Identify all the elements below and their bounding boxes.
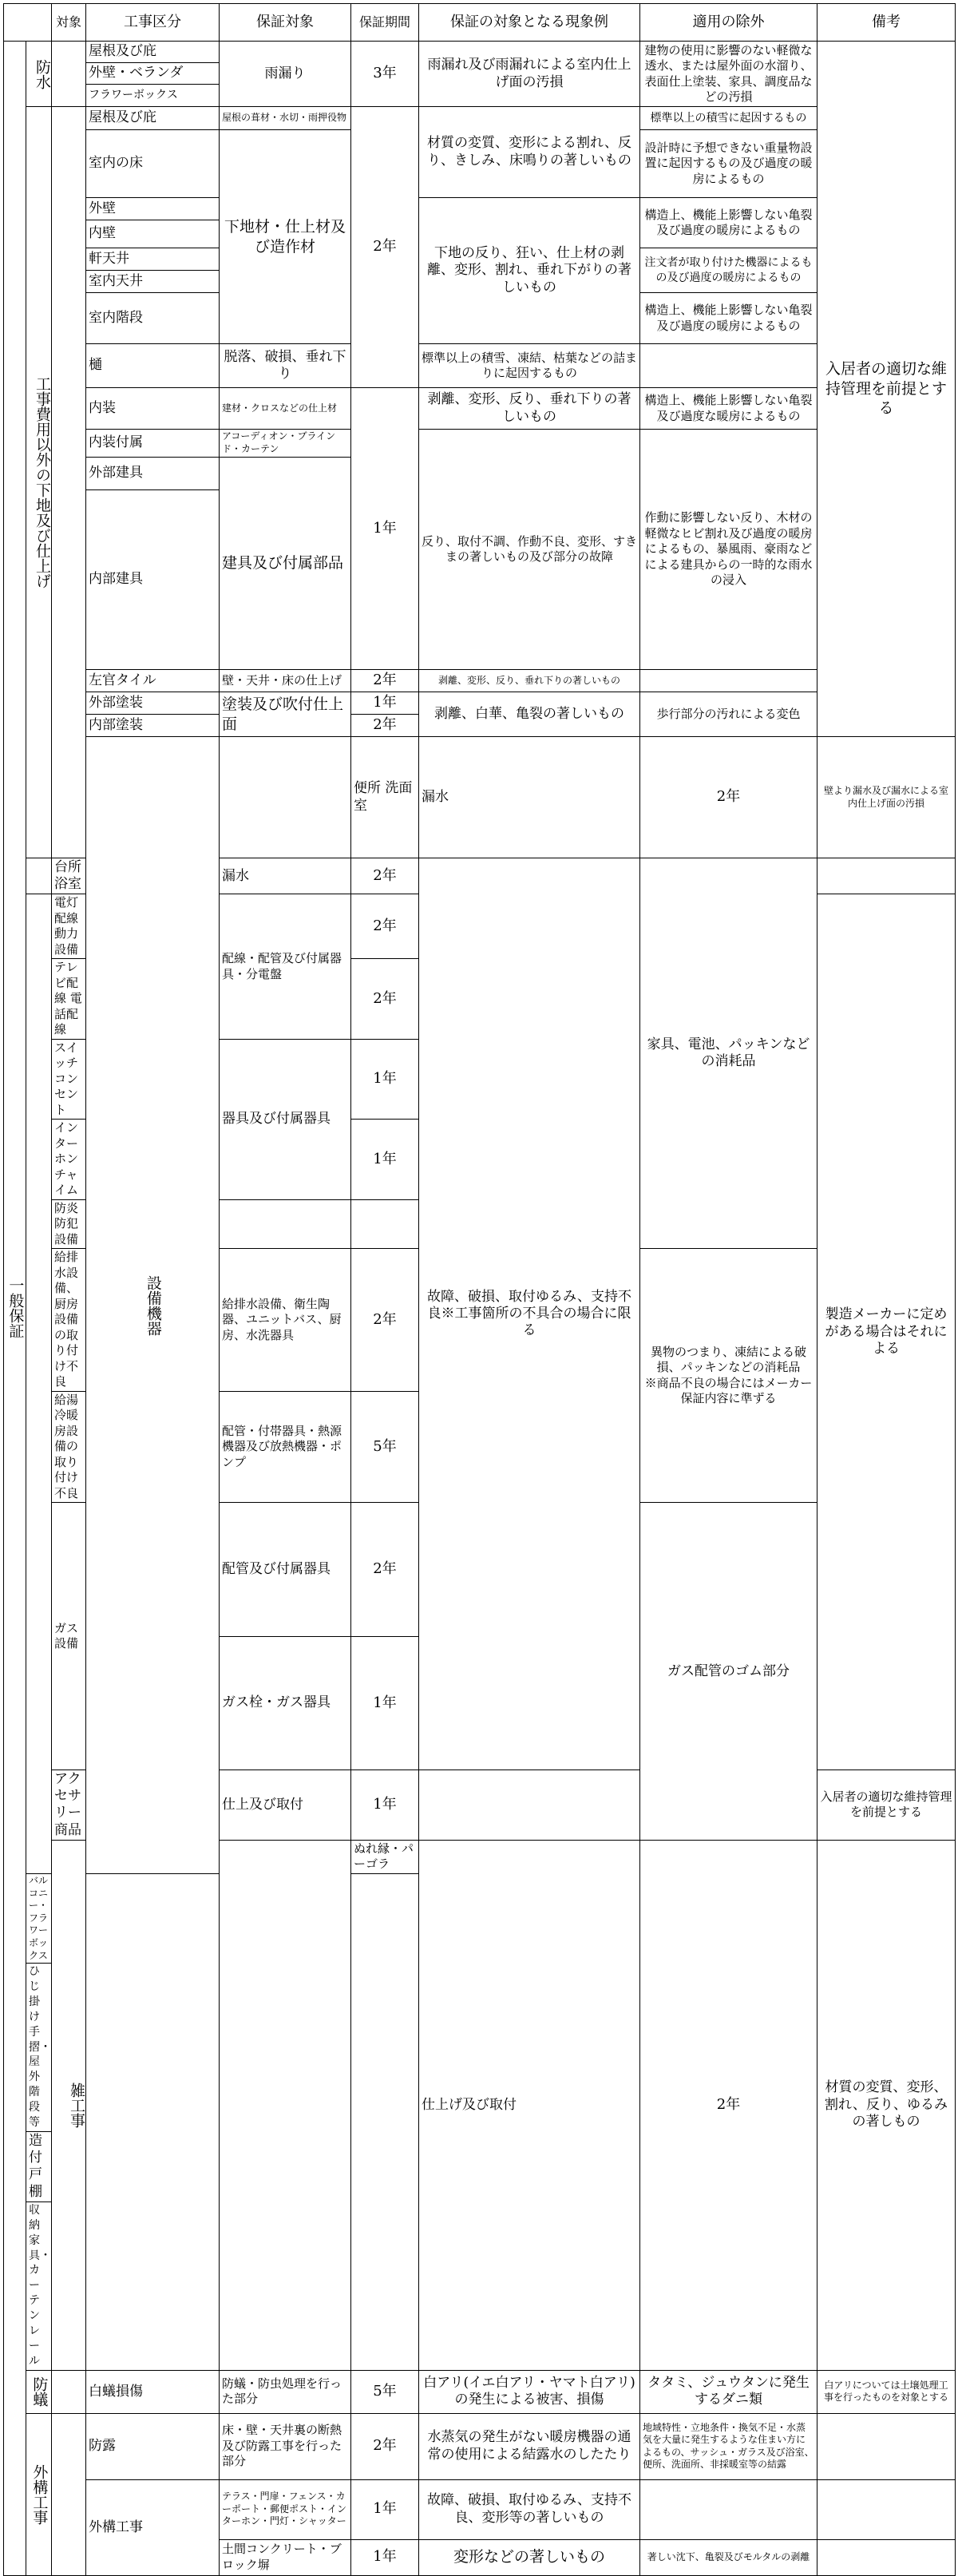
eq-plumbing-target: 給排水設備、衛生陶器、ユニットバス、厨房、水洗器具 <box>220 1249 351 1392</box>
ext-dew-remark-blank <box>817 2413 956 2479</box>
eq-toilet-period: 2年 <box>640 737 817 858</box>
rm-item-interior-fitting: 内部建具 <box>86 490 220 670</box>
rm-paint-period-ext: 1年 <box>351 692 419 715</box>
rm-interior-target: 建材・クロスなどの仕上材 <box>220 388 351 430</box>
rm-phenomenon-substrate: 下地の反り、狂い、仕上材の剥離、変形、割れ、垂れ下がりの著しいもの <box>419 198 640 344</box>
eq-lighting-period: 2年 <box>351 894 419 959</box>
termite-remark: 白アリについては土壌処理工事を行ったものを対象とする <box>817 2370 956 2413</box>
eq-hotwater-period: 5年 <box>351 1391 419 1503</box>
header-row <box>4 4 956 42</box>
eq-item-switch: スイッチ コンセント <box>52 1039 86 1120</box>
eq-gas-period-valve: 1年 <box>351 1636 419 1770</box>
eq-accessory-period: 1年 <box>351 1770 419 1840</box>
eq-fire-period-blank <box>351 1199 419 1249</box>
ext-exterior-period: 1年 <box>351 2479 419 2539</box>
rm-item-interior-wall: 内壁 <box>86 220 220 248</box>
rm-remark-maintenance: 入居者の適切な維持管理を前提とする <box>817 42 956 737</box>
misc-target: 仕上げ及び取付 <box>419 1840 640 2370</box>
ext-exterior-phenomenon: 故障、破損、取付ゆるみ、支持不良、変形等の著しいもの <box>419 2479 640 2539</box>
eq-item-fire: 防炎 防犯設備 <box>52 1199 86 1249</box>
misc-item-deck: ぬれ縁・パーゴラ <box>351 1840 419 1873</box>
ext-exterior-remark-blank <box>817 2479 956 2539</box>
wp-exclusion: 建物の使用に影響のない軽微な透水、または屋外面の水溜り、表面仕上塗装、家具、調度品などの汚損 <box>640 42 817 107</box>
rm-paint-exclusion: 歩行部分の汚れによる変色 <box>640 692 817 737</box>
eq-wiring-target: 配線・配管及び付属器具・分電盤 <box>220 894 351 1040</box>
eq-gas-target-valve: ガス栓・ガス器具 <box>220 1636 351 1770</box>
ext-dew-exclusion: 地域特性・立地条件・換気不足・水蒸気を大量に発生するような住まい方によるもの、サッシュ・ガラス及び浴室、便所、洗面所、非採暖室等の結露 <box>640 2413 817 2479</box>
warranty-table <box>3 3 956 2576</box>
eq-exclusion-foreign: 異物のつまり、凍結による破損、パッキンなどの消耗品 ※商品不良の場合にはメーカー保証内容に準ずる <box>640 1249 817 1503</box>
eq-kitchen-target: 漏水 <box>220 858 351 894</box>
header-work-category: 工事区分 <box>86 4 220 42</box>
header-warranty-period: 保証期間 <box>351 4 419 42</box>
eq-item-hotwater: 給湯 冷暖房設備の取り付け不良 <box>52 1391 86 1503</box>
rm-phenomenon-material: 材質の変質、変形による割れ、反り、きしみ、床鳴りの著しいもの <box>419 107 640 198</box>
termite-period: 5年 <box>351 2370 419 2413</box>
rm-item-exterior-wall: 外壁 <box>86 198 220 220</box>
header-target: 対象 <box>52 4 86 42</box>
rm-period-2y: 2年 <box>351 107 419 388</box>
eq-gas-period-pipe: 2年 <box>351 1503 419 1636</box>
ext-concrete-remark-blank <box>817 2539 956 2575</box>
misc-item-handrail: ひじ掛け手摺・屋外階段等 <box>26 1964 52 2132</box>
eq-toilet-phenomenon: 壁より漏水及び漏水による室内仕上げ面の汚損 <box>817 737 956 858</box>
wp-item-roof: 屋根及び庇 <box>86 42 220 63</box>
eq-device-target: 器具及び付属器具 <box>220 1039 351 1199</box>
rm-item-roof: 屋根及び庇 <box>86 107 220 130</box>
ext-dew-phenomenon: 水蒸気の発生がない暖房機器の通常の使用による結露水のしたたり <box>419 2413 640 2479</box>
rm-tile-exclusion-blank <box>640 670 817 692</box>
rm-item-exterior-paint: 外部塗装 <box>86 692 220 715</box>
rm-exclusion-client-device: 注文者が取り付けた機器によるもの及び過度の暖房によるもの <box>640 248 817 293</box>
eq-hotwater-target: 配管・付帯器具・熱源機器及び放熱機器・ポンプ <box>220 1391 351 1503</box>
rm-exclusion-crack2: 構造上、機能上影響しない亀裂及び過度の暖房によるもの <box>640 293 817 344</box>
eq-item-lighting: 電灯配線 動力設備 <box>52 894 86 959</box>
rm-item-room-ceiling: 室内天井 <box>86 271 220 293</box>
termite-target: 防蟻・防虫処理を行った部分 <box>220 2370 351 2413</box>
misc-item-curtain-rail: 収納家具・カーテンレール <box>26 2201 52 2370</box>
ext-item-exterior-work: 外構工事 <box>86 2479 220 2575</box>
rm-item-floor: 室内の床 <box>86 130 220 198</box>
rm-item-eaves-ceiling: 軒天井 <box>86 248 220 271</box>
eq-item-toilet: 便所 洗面室 <box>351 737 419 858</box>
eq-accessory-remark: 入居者の適切な維持管理を前提とする <box>817 1770 956 1840</box>
misc-target-blank <box>220 1840 351 2370</box>
eq-gas-exclusion: ガス配管のゴム部分 <box>640 1503 817 1841</box>
header-remarks: 備考 <box>817 4 956 42</box>
misc-item-balcony: バルコニー・フラワーボックス <box>26 1873 52 1963</box>
group-waterproof: 防水 <box>26 42 52 107</box>
rm-accessory-target: アコーディオン・ブラインド・カーテン <box>220 430 351 458</box>
group-exterior: 外構工事 <box>26 2413 52 2575</box>
rm-tile-phenomenon: 剥離、変形、反り、垂れ下りの著しいもの <box>419 670 640 692</box>
ext-target-blank <box>52 2413 86 2575</box>
eq-toilet-target: 漏水 <box>419 737 640 858</box>
eq-accessory-phenomenon-blank <box>419 1770 640 1840</box>
eq-tv-period: 2年 <box>351 959 419 1040</box>
rm-roof-target: 屋根の葺材・水切・雨押役物 <box>220 107 351 130</box>
eq-item-gas: ガス設備 <box>52 1503 86 1770</box>
ext-item-dew: 防露 <box>86 2413 220 2479</box>
eq-kitchen-period: 2年 <box>351 858 419 894</box>
rm-interior-exclusion: 構造上、機能上影響しない亀裂及び過度な暖房によるもの <box>640 388 817 430</box>
ext-dew-period: 2年 <box>351 2413 419 2479</box>
header-exclusions: 適用の除外 <box>640 4 817 42</box>
wp-item-flowerbox: フラワーボックス <box>86 85 220 107</box>
rm-exclusion-heavy: 設計時に予想できない重量物設置に起因するもの及び過度の暖房によるもの <box>640 130 817 198</box>
rm-item-interior-accessory: 内装付属 <box>86 430 220 458</box>
eq-item-kitchen: 台所 浴室 <box>52 858 86 894</box>
ext-concrete-target: 土間コンクリート・ブロック塀 <box>220 2539 351 2575</box>
header-blank <box>4 4 52 42</box>
rm-fitting-exclusion: 作動に影響しない反り、木材の軽微なヒビ割れ及び過度の暖房によるもの、暴風雨、豪雨などによる建具からの一時的な雨水の浸入 <box>640 430 817 670</box>
eq-remark-maker: 製造メーカーに定めがある場合はそれによる <box>817 894 956 1770</box>
eq-accessory-target: 仕上及び取付 <box>220 1770 351 1840</box>
rm-item-tile: 左官タイル <box>86 670 220 692</box>
termite-target-blank <box>52 2370 86 2413</box>
rm-exclusion-crack1: 構造上、機能上影響しない亀裂及び過度の暖房によるもの <box>640 198 817 248</box>
ext-concrete-period: 1年 <box>351 2539 419 2575</box>
rm-item-stairs: 室内階段 <box>86 293 220 344</box>
rm-tile-period: 2年 <box>351 670 419 692</box>
group-equipment: 設備機器 <box>86 737 220 1874</box>
rm-gutter-phenomenon: 脱落、破損、垂れ下り <box>220 344 351 388</box>
group-interior-finish: 工事費用以外の下地及び仕上げ <box>26 107 52 858</box>
rm-paint-phenomenon: 剥離、白華、亀裂の著しいもの <box>419 692 640 737</box>
rm-item-interior: 内装 <box>86 388 220 430</box>
rm-item-gutter: 樋 <box>86 344 220 388</box>
rm-gutter-exclusion: 標準以上の積雪、凍結、枯葉などの詰まりに起因するもの <box>419 344 640 388</box>
misc-item-cabinet: 造付戸棚 <box>26 2131 52 2201</box>
group-misc-work: 雑工事 <box>52 1840 86 2370</box>
ext-dew-target: 床・壁・天井裏の断熱及び防露工事を行った部分 <box>220 2413 351 2479</box>
eq-target-blank-1 <box>220 737 351 858</box>
rm-tile-target: 壁・天井・床の仕上げ <box>220 670 351 692</box>
rm-target-blank <box>52 107 86 858</box>
eq-target-blank-3 <box>26 894 52 1874</box>
rm-paint-period-int: 2年 <box>351 715 419 737</box>
termite-item: 白蟻損傷 <box>86 2370 220 2413</box>
ext-concrete-phenomenon: 変形などの著しいもの <box>419 2539 640 2575</box>
header-warranty-target: 保証対象 <box>220 4 351 42</box>
rm-fitting-target: 建具及び付属部品 <box>220 458 351 670</box>
rm-item-exterior-fitting: 外部建具 <box>86 458 220 490</box>
eq-item-accessory: アクセサリー商品 <box>52 1770 86 1840</box>
eq-intercom-period: 1年 <box>351 1120 419 1200</box>
ext-exterior-target: テラス・門扉・フェンス・カーポート・郵便ポスト・インターホン・門灯・シャッター <box>220 2479 351 2539</box>
header-phenomenon: 保証の対象となる現象例 <box>419 4 640 42</box>
eq-item-intercom: インターホン チャイム <box>52 1120 86 1200</box>
misc-period: 2年 <box>640 1840 817 2370</box>
eq-item-tv: テレビ配線 電話配線 <box>52 959 86 1040</box>
group-termite: 防蟻 <box>26 2370 52 2413</box>
wp-target: 雨漏り <box>220 42 351 107</box>
rm-interior-phenomenon: 剥離、変形、反り、垂れ下りの著しいもの <box>419 388 640 430</box>
wp-period: 3年 <box>351 42 419 107</box>
eq-fire-target-blank <box>220 1199 351 1249</box>
eq-kitchen-remark-blank <box>817 858 956 894</box>
eq-target-blank-2 <box>26 858 52 894</box>
wp-target-blank <box>52 42 86 107</box>
general-warranty-label: 一般保証 <box>4 42 26 2576</box>
rm-item-interior-paint: 内部塗装 <box>86 715 220 737</box>
eq-gas-target-pipe: 配管及び付属器具 <box>220 1503 351 1636</box>
termite-exclusion: タタミ、ジュウタンに発生するダニ類 <box>640 2370 817 2413</box>
termite-phenomenon: 白アリ(イエ白アリ・ヤマト白アリ)の発生による被害、損傷 <box>419 2370 640 2413</box>
ext-concrete-exclusion: 著しい沈下、亀裂及びモルタルの剥離 <box>640 2539 817 2575</box>
eq-plumbing-period: 2年 <box>351 1249 419 1392</box>
wp-phenomenon: 雨漏れ及び雨漏れによる室内仕上げ面の汚損 <box>419 42 640 107</box>
eq-switch-period: 1年 <box>351 1039 419 1120</box>
eq-exclusion-consumables: 家具、電池、パッキンなどの消耗品 <box>640 858 817 1249</box>
ext-exterior-exclusion-blank <box>640 2479 817 2539</box>
rm-under-target: 下地材・仕上材及び造作材 <box>220 130 351 344</box>
rm-exclusion-snow: 標準以上の積雪に起因するもの <box>640 107 817 130</box>
eq-item-plumbing: 給排水設備、厨房設備の取り付け不良 <box>52 1249 86 1392</box>
wp-item-wall: 外壁・ベランダ <box>86 63 220 85</box>
eq-phenomenon: 故障、破損、取付ゆるみ、支持不良※工事箇所の不具合の場合に限る <box>419 858 640 1770</box>
rm-paint-target: 塗装及び吹付仕上面 <box>220 692 351 737</box>
misc-phenomenon: 材質の変質、変形、割れ、反り、ゆるみの著しもの <box>817 1840 956 2370</box>
rm-fitting-phenomenon: 反り、取付不調、作動不良、変形、すきまの著しいもの及び部分の故障 <box>419 430 640 670</box>
rm-period-1y: 1年 <box>351 388 419 670</box>
